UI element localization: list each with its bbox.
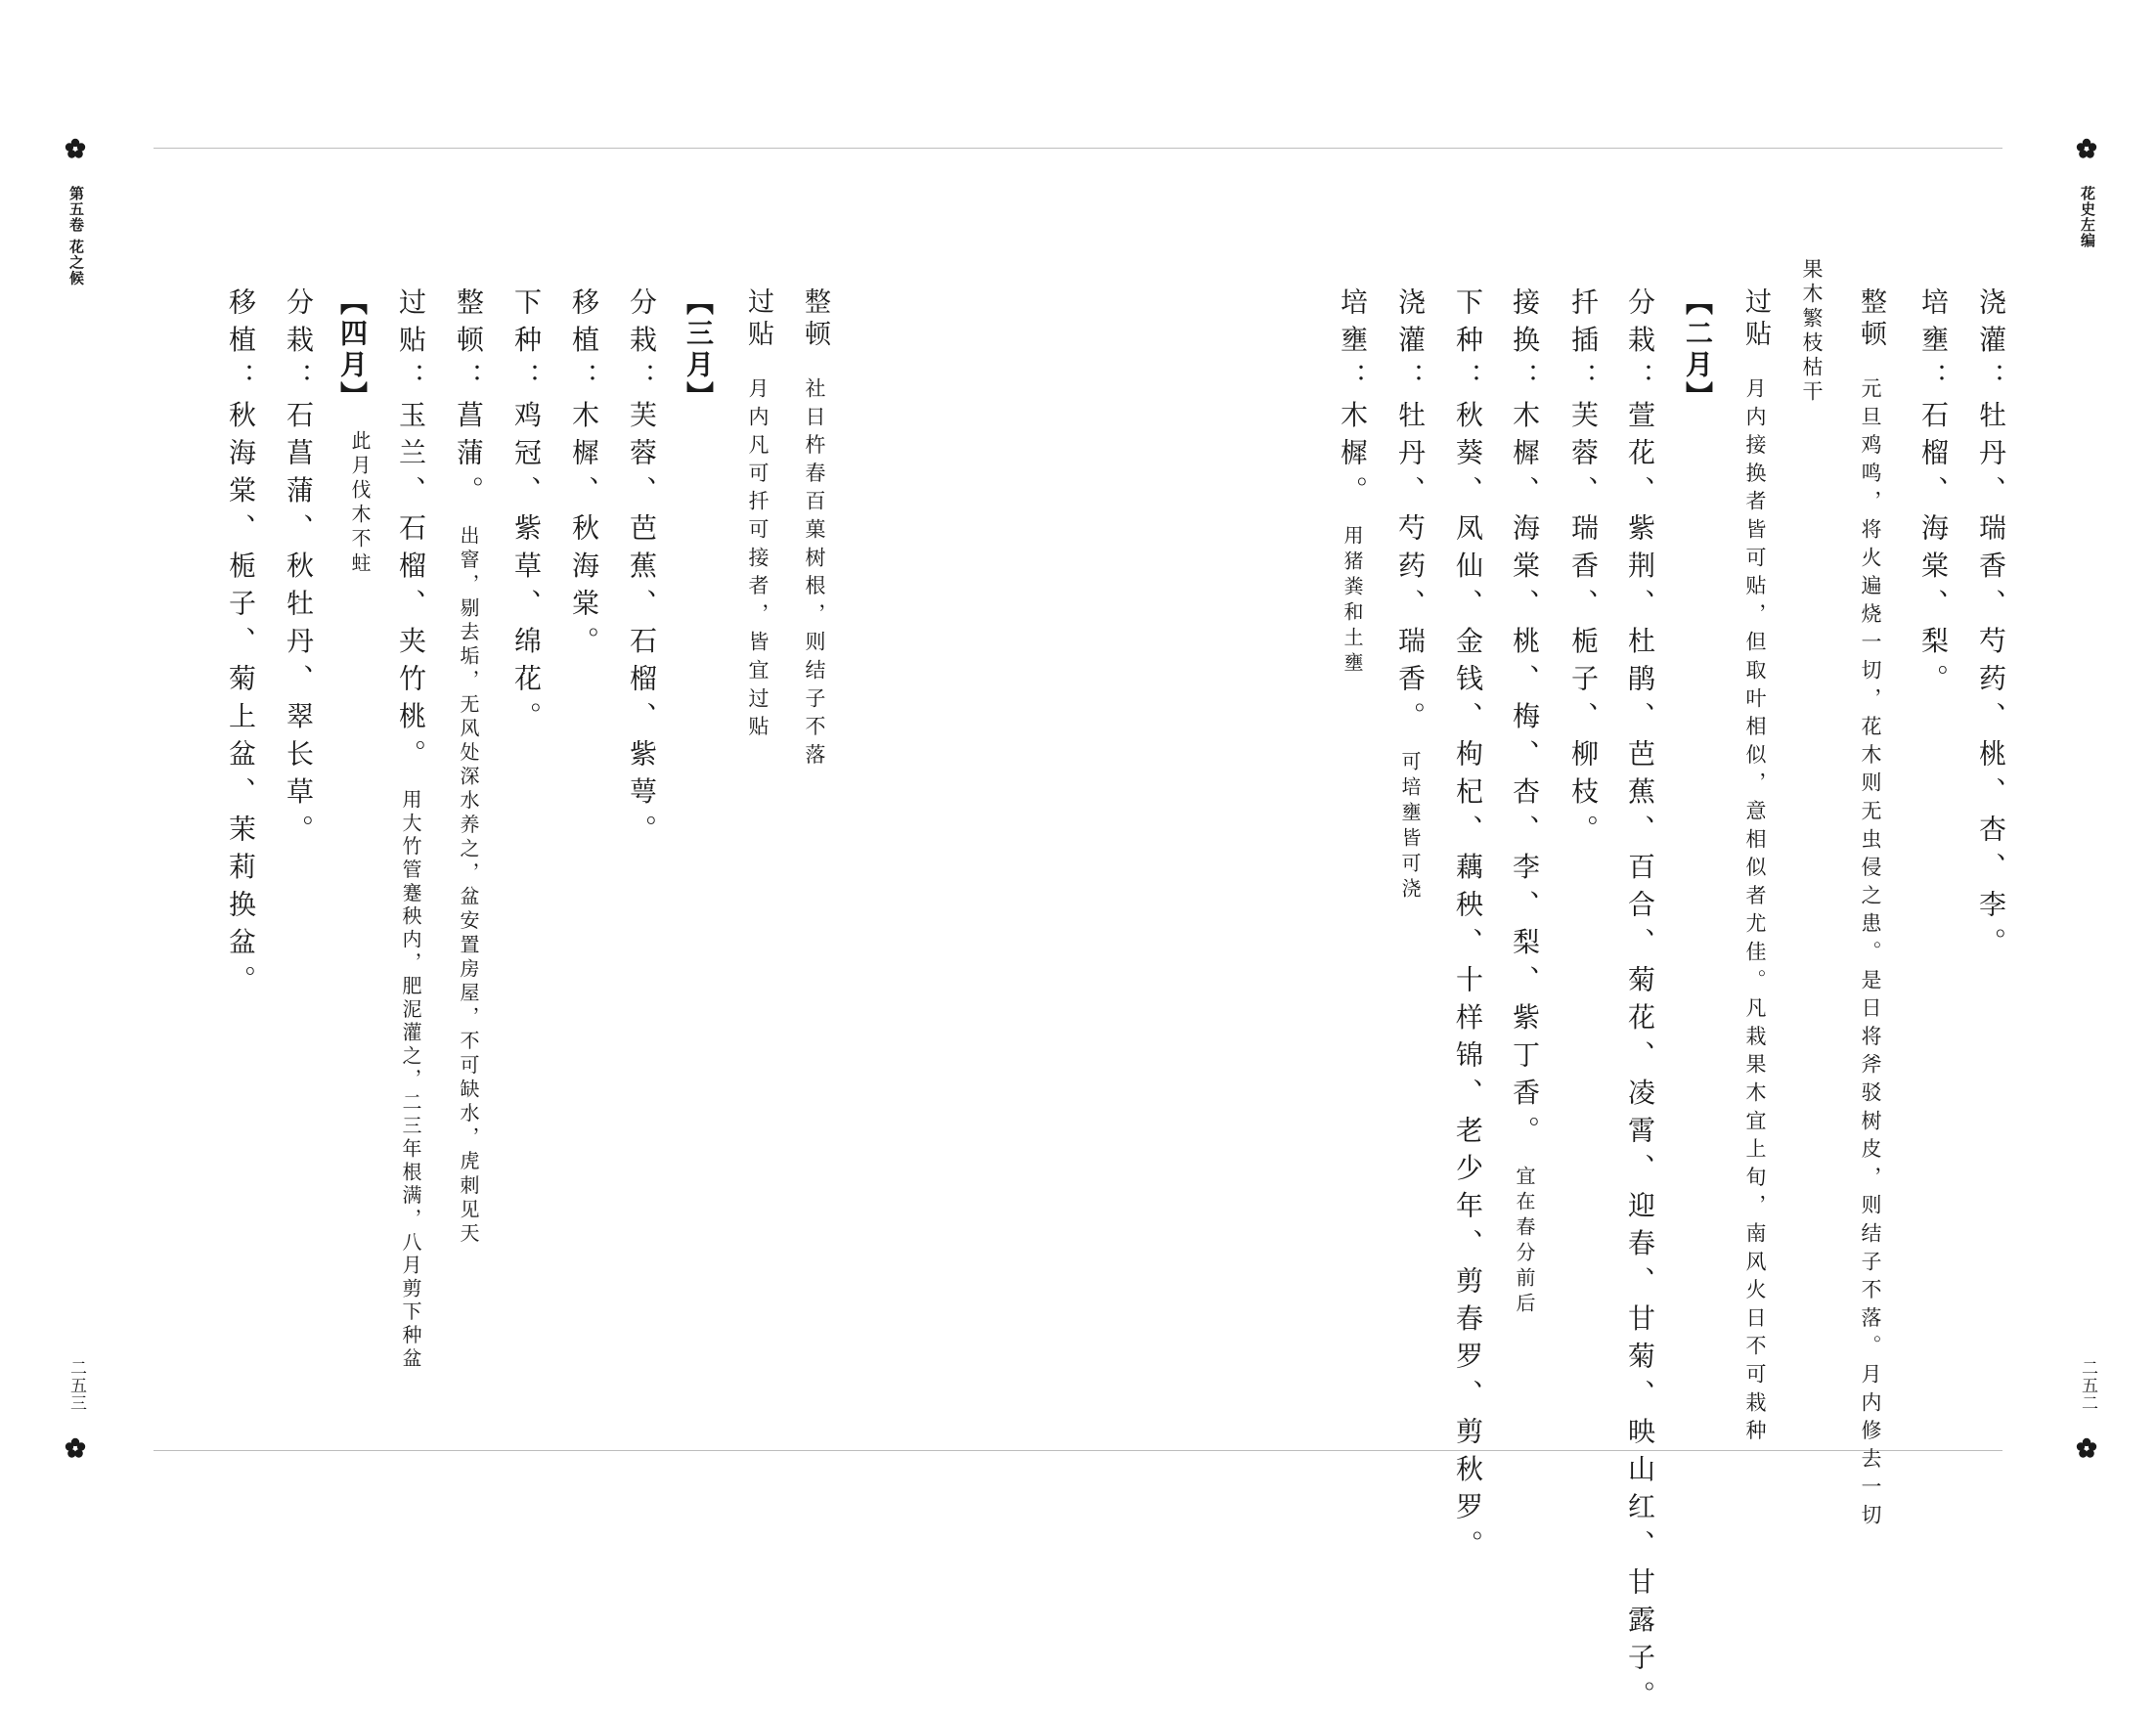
text-column: 移植：木樨、秋海棠。 [568,287,600,664]
text-column: 培壅：木樨。用猪粪和土壅 [1337,287,1369,678]
month-heading: 【四月】 [336,287,369,413]
flower-icon [65,1437,86,1459]
text-column: 下种：鸡冠、紫草、绵花。 [510,287,543,739]
folio-right: 二五二 [2078,1359,2097,1412]
top-rule [154,148,2002,149]
folio-left: 二五三 [66,1359,86,1412]
text-column: 分栽：萱花、紫荆、杜鹃、芭蕉、百合、菊花、凌霄、迎春、甘菊、映山红、甘露子。 [1624,287,1656,1718]
text-column: 过贴月内接换者皆可贴，但取叶相似，意相似者尤佳。凡栽果木宜上旬，南风火日不可栽种 [1740,287,1771,1448]
text-column: 分栽：石菖蒲、秋牡丹、翠长草。 [283,287,315,853]
text-column: 过贴月内凡可扦可接者，皆宜过贴 [743,287,773,744]
flower-icon [2076,138,2097,159]
month-note: 此月伐木不蛀 [348,430,372,577]
text-column: 整顿：菖蒲。出窨，剔去垢，无风处深水养之，盆安置房屋，不可缺水，虎刺见天 [453,287,485,1247]
text-column: 整顿元旦鸡鸣，将火遍烧一切，花木则无虫侵之患。是日将斧驳树皮，则结子不落。月内修去一切 [1856,287,1886,1532]
running-head-right: 花史左编 [2079,186,2096,248]
text-column: 分栽：芙蓉、芭蕉、石榴、紫萼。 [626,287,658,853]
text-column: 移植：秋海棠、栀子、菊上盆、茉莉换盆。 [225,287,257,1003]
text-column: 浇灌：牡丹、瑞香、芍药、桃、杏、李。 [1975,287,2007,965]
text-column: 接换：木樨、海棠、桃、梅、杏、李、梨、紫丁香。宜在春分前后 [1509,287,1541,1318]
month-heading: 【二月】 [1682,287,1714,413]
text-column: 培壅：石榴、海棠、梨。 [1917,287,1950,702]
running-head-left: 第五卷 花之候 [67,186,85,286]
text-column: 过贴：玉兰、石榴、夹竹桃。用大竹管蹇秧内，肥泥灌之，二三年根满，八月剪下种盆 [395,287,427,1371]
text-column: 浇灌：牡丹、芍药、瑞香。可培壅皆可浇 [1394,287,1427,903]
text-column: 整顿社日杵春百菓树根，则结子不落 [800,287,830,772]
text-column: 下种：秋葵、凤仙、金钱、枸杞、藕秧、十样锦、老少年、剪春罗、剪秋罗。 [1452,287,1484,1567]
flower-icon [65,138,86,159]
text-column: 扦插：芙蓉、瑞香、栀子、柳枝。 [1567,287,1600,853]
bottom-rule [154,1450,2002,1451]
flower-icon [2076,1437,2097,1459]
month-heading: 【三月】 [682,287,715,413]
text-column: 果木繁枝枯干 [1800,258,1824,405]
